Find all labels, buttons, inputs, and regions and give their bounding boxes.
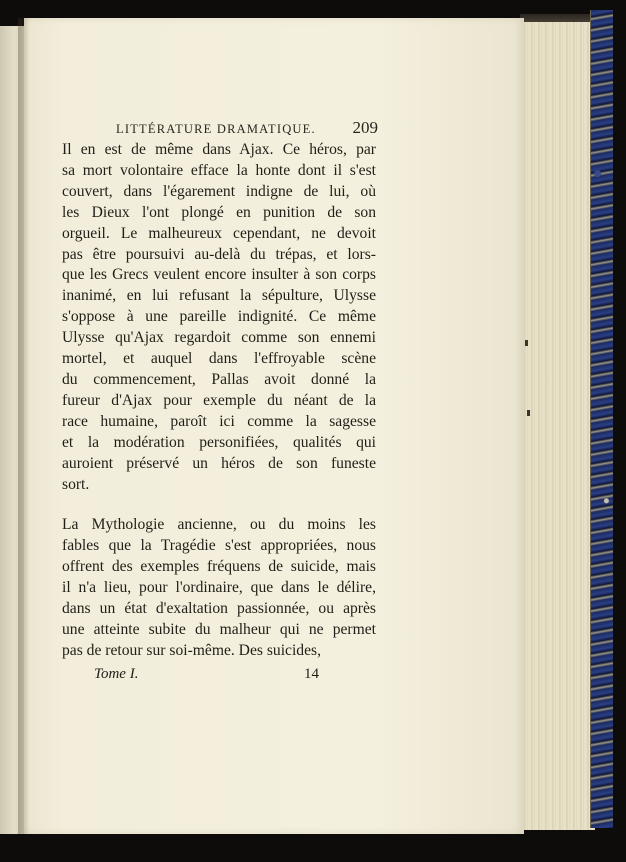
text-line: pas de retour sur soi-même. Des suicides, bbox=[62, 641, 321, 659]
running-head-title: LITTÉRATURE DRAMATIQUE. bbox=[116, 122, 316, 136]
paragraph bbox=[62, 140, 376, 495]
text-line: les Dieux l'ont plongé en punition de son bbox=[62, 203, 376, 221]
text-line: orgueil. Le malheureux cependant, ne devoit bbox=[62, 224, 376, 242]
text-line: sa mort volontaire efface la honte dont il s'est bbox=[62, 161, 376, 179]
gutter-shadow bbox=[18, 18, 30, 834]
text-line: il n'a lieu, pour l'ordinaire, que dans le délire, bbox=[62, 579, 376, 597]
text-line: offrent des exemples fréquens de suicide, mais bbox=[62, 558, 376, 576]
text-line: sort. bbox=[62, 475, 90, 493]
text-line: fureur d'Ajax pour exemple du néant de la bbox=[62, 391, 376, 409]
text-line: s'oppose à une pareille indignité. Ce même bbox=[62, 308, 376, 326]
volume-label: Tome I. bbox=[94, 666, 139, 682]
margin-mark bbox=[527, 410, 530, 416]
text-line: mortel, et auquel dans l'effroyable scène bbox=[62, 350, 376, 368]
paragraph bbox=[62, 515, 376, 661]
text-line: La Mythologie ancienne, ou du moins les bbox=[62, 516, 376, 534]
text-line: auroient préservé un héros de son funeste bbox=[62, 454, 376, 472]
text-line: Il en est de même dans Ajax. Ce héros, par bbox=[62, 141, 376, 158]
text-line: du commencement, Pallas avoit donné la bbox=[62, 370, 376, 388]
page-stack-edge bbox=[520, 22, 595, 830]
text-line: race humaine, paroît ici comme la sagesse bbox=[62, 412, 376, 430]
page-number: 209 bbox=[352, 118, 378, 137]
text-line: une atteinte subite du malheur qui ne permet bbox=[62, 620, 376, 638]
signature-mark: 14 bbox=[304, 666, 319, 682]
page-footer bbox=[94, 666, 324, 688]
text-line: dans un état d'exaltation passionnée, ou après bbox=[62, 600, 376, 618]
text-line: couvert, dans l'égarement indigne de lui, où bbox=[62, 182, 376, 200]
text-line: pas être poursuivi au-delà du trépas, et lors- bbox=[62, 245, 376, 263]
text-line: fables que la Tragédie s'est appropriées, nous bbox=[62, 537, 376, 555]
marbled-cover bbox=[590, 10, 613, 828]
margin-mark bbox=[525, 340, 528, 346]
text-line: et la modération personifiées, qualités qui bbox=[62, 433, 376, 451]
body-text bbox=[62, 140, 376, 662]
text-line: que les Grecs veulent encore insulter à son corps bbox=[62, 266, 376, 284]
text-line: Ulysse qu'Ajax regardoit comme son ennemi bbox=[62, 329, 376, 347]
running-head bbox=[116, 118, 378, 138]
text-line: inanimé, en lui refusant la sépulture, Ulysse bbox=[62, 287, 376, 305]
